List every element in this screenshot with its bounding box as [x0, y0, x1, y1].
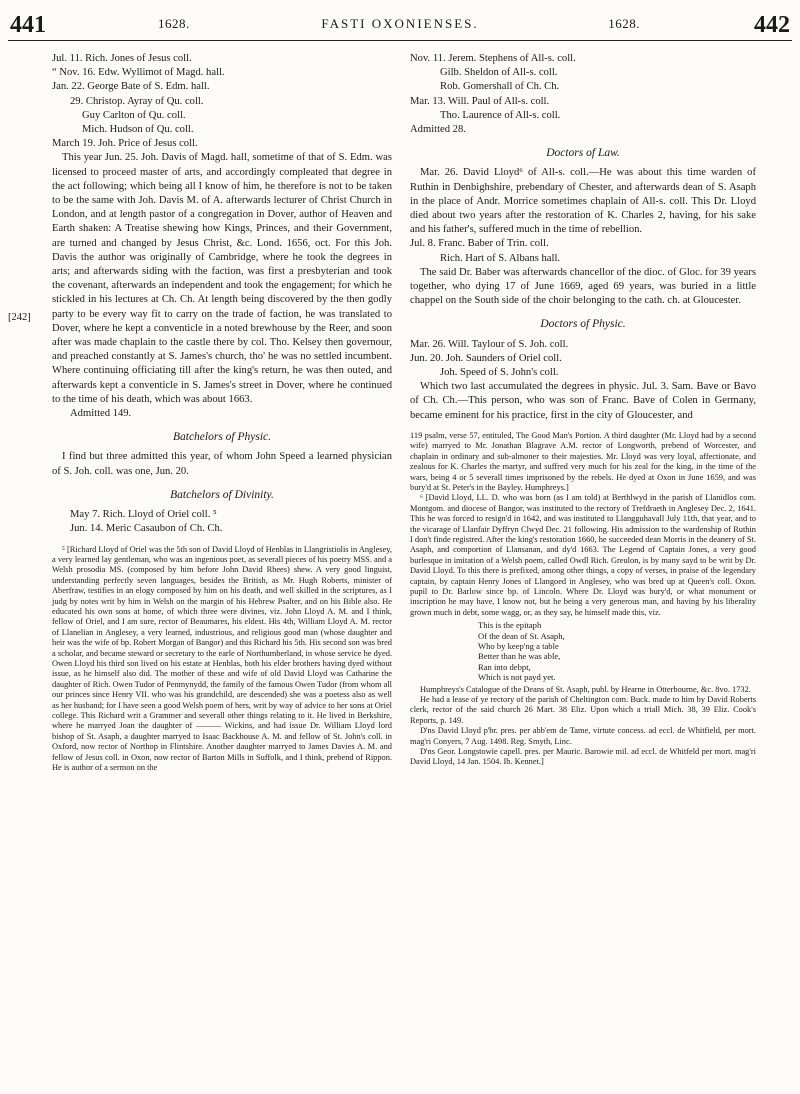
entry-line: Gilb. Sheldon of All-s. coll. [440, 67, 558, 79]
margin-page-reference: [242] [8, 312, 31, 323]
davis-paragraph: This year Jun. 25. Joh. Davis of Magd. hall, sometime of that of S. Edm. was licensed to proceed master of arts, and accordingly compleated that degree in the act following; which being all I know of him, he therefore is not to be taken to be the same with Joh. Davis M. of A. afterwards lecturer of Christ Church in London, and at length pastor of a congregation in Dover, author of Heaven and Earth shaken: A Treatise shewing how Kings, Princes, and their Government, are turned and changed by Jesus Christ, &c. Lond. 1656, oct. For this Joh. Davis the author was originally of Cambridge, where he took the degrees in arts; and afterwards siding with the faction, was first a presbyterian and took the covenant, afterwards an independent and took the engagement; for which he stickled in his lectures at Ch. Ch. At length being discovered by the then godly party to be every way fit to carry on the trade of faction, he was translated to Dover, where he kept a conventicle in a noted brewhouse by the Reer, and soon after was made chaplain to the castle there by col. Tho. Kelsey then governour, and preached constantly at S. James's church, tho' he was no settled incumbent. Where continuing officiating till after the king's return, he was then outed, and afterwards kept a conventicle in S. James's street in Dover, where he continued to the time of his death, which was about 1663. [52, 152, 392, 405]
entry-line: Jan. 22. George Bate of S. Edm. hall. [52, 81, 210, 93]
admitted-count: Admitted 28. [410, 124, 466, 136]
entry-line: Jun. 20. Joh. Saunders of Oriel coll. [410, 352, 562, 364]
entry-line: Jun. 14. Meric Casaubon of Ch. Ch. [70, 523, 223, 535]
entry-line: May 7. Rich. Lloyd of Oriel coll. ⁵ [70, 509, 217, 521]
entry-line: Tho. Laurence of All-s. coll. [440, 109, 561, 121]
entry-line: Guy Carlton of Qu. coll. [82, 109, 186, 121]
epitaph-line: Of the dean of St. Asaph, [478, 630, 565, 641]
lloyd-paragraph: Mar. 26. David Lloyd⁶ of All-s. coll.—He was about this time warden of Ruthin in Denbighshire, prebendary of Chester, and afterwards dean of S. Asaph in the place of Andr. Morrice sometimes chaplain of All-s. coll. This Dr. Lloyd died about two years after the restoration of K. Charles 2, having, for his sake and his father's, suffered much in the time of rebellion. [410, 167, 756, 236]
entry-line: Nov. 11. Jerem. Stephens of All-s. coll. [410, 53, 576, 64]
footnote-6: ⁶ [David Lloyd, LL. D. who was born (as I am told) at Berthlwyd in the parish of Llanidlos com. Montgom. and diocese of Bangor, was instituted to the rectory of Trefdraeth in Anglesey Dec. 2, 1641. This he was forced to resign'd in 1642, and was instituted to Llangguhavall July 11th, that year, and to the vicarage of Llanfair Dyffryn Clwyd Dec. 21 following. His admission to the wardenship of Ruthin I don't finde registred. After the king's restoration 1660, he succeeded dean Morris in the deanery of St. Asaph, and comportion of Llansanan, and dy'd 1663. The Legend of Captain Jones, a very good burlesque in imitation of a Welsh poem, called Owdl Rich. Greulon, is by many sayd to be writ by Dr. David Lloyd. To this there is prefixed, among other things, a copy of verses, in praise of the legendary captain, by captain Henry Jones of Llangoed in Anglesey, who was bred up at Queen's coll. Oxon. pupil to Dr. Barlow since bp. of Lincoln. Where Dr. Lloyd was bury'd, or what monument or inscription he may have, I know not, but he being a very generous man, and having by his liberality grown much in debt, some wagg, or, as they say, he himself made this, viz. [410, 493, 756, 617]
right-page-number: 442 [754, 12, 790, 38]
entry-line: March 19. Joh. Price of Jesus coll. [52, 138, 198, 150]
epitaph-line: Better than he was able, [478, 651, 561, 662]
entry-line: Joh. Speed of S. John's coll. [440, 367, 559, 379]
section-heading-batchelors-divinity: Batchelors of Divinity. [170, 488, 274, 501]
footnote-citation: D'ns Geor. Longstowie capell. pres. per Mauric. Barowie mil. ad eccl. de Whitfeld per mort. mag'ri David Lloyd, 14 Jan. 1504. Ib. Kennet.] [410, 747, 756, 767]
entry-line: Jul. 11. Rich. Jones of Jesus coll. [52, 53, 192, 64]
epitaph-line: Who by keep'ng a table [478, 641, 559, 651]
entry-line: “ Nov. 16. Edw. Wyllimot of Magd. hall. [52, 67, 225, 79]
section-heading-doctors-physic: Doctors of Physic. [540, 318, 626, 331]
right-year: 1628. [608, 16, 640, 31]
footnote-continuation: 119 psalm, verse 57, entituled, The Good Man's Portion. A third daughter (Mr. Lloyd had by a second wife) marryed to Mr. Jonathan Blagrave A.M. rector of Longworth, prebend of Worcester, and chaplain in ordinary and sub-almoner to their majesties. Mr. Lloyd was very loyal, affectionate, and zealous for K. Charles the martyr, and suffred very much for his zeal for the king, in the time of the wars, being 4 or 5 severall times imprisoned by the rebels. He dyed at Oxon in June 1659, and was bury'd at St. Peter's in the Bayley. Humphreys.] [410, 430, 756, 492]
footnote-5: ⁵ [Richard Lloyd of Oriel was the 5th son of David Lloyd of Henblas in Llangristiolis in Anglesey, a very learned lay gentleman, who was an ingenious poet, as severall pieces of his poetry MSS. and a Welsh prosodia MS. (composed by him before John David Rhees) shew. A very good linguist, understanding perfectly seven languages, besides the British, as Mr. Hugh Roberts, minister of Aberfraw, testifies in an elogy composed by him on his death, and well skilled in the scriptures, as I judg by notes writ by him in Welsh on the margin of his Hebrew Psalter, and on his Bible also. He educated his own sons at home, of which three were divines, viz. John Lloyd A. M. and I think, fellow of Oriel, and I am sure, rector of Beaumares, his eldest. His 4th, William Lloyd A. M. rector of Llanelian in Anglesey, a very learned, industrious, and religious good man (whose daughter and heir was the wife of bp. Robert Morgan of Bangor) and this Richard his 5th. His second son was bred a scholar, and became steward or secretary to the earle of Northumberland, in whose service he dyed. Owen Lloyd his third son lived on his estate at Henblas, both his elder brothers having dyed without issue, as he himself also did. The mother of these and wife of old David Lloyd was Catharine the daughter of Rich. Owen Tudor of Penmynydd, the family of the famous Owen Tudor (from whom all our princes since Henry VII. who was his grandchild, are descended) she was a poetess also as well as her husband; for I have seen a good Welsh poem of hers, writ by way of advice to her sons at Oriel college. This Richard writ a Grammer and severall other things relating to it. He lived in Berkshire, where he marryed Joan the daughter of ——— Wickins, and had issue Dr. William Lloyd lord bishop of St. Asaph, a daughter marryed to Isaac Backhouse A. M. and fellow of St. John's coll. in Oxford, now rector of Northop in Flintshire. Another daughter marryed to James Davies A. M. and fellow of Jesus coll. in Oxon, now rector of Barton Mills in Suffolk, and I think, prebend of Rippon. He is author of a sermon on the [52, 544, 392, 773]
footnotes-left [52, 545, 392, 774]
entry-line: Jul. 8. Franc. Baber of Trin. coll. [410, 238, 549, 250]
entry-line: Rob. Gomershall of Ch. Ch. [440, 81, 560, 93]
left-column [52, 52, 392, 773]
section-heading-doctors-law: Doctors of Law. [546, 147, 620, 160]
epitaph-verse [410, 620, 756, 682]
footnote-citation: D'ns David Lloyd p'br. pres. per abb'em de Tame, virtute concess. ad eccl. de Whitfield, per mort. mag'ri Conyers, 7 Aug. 1498. Reg. Smyth, Linc. [410, 726, 756, 746]
running-head [8, 10, 792, 41]
entry-line: Rich. Hart of S. Albans hall. [440, 252, 561, 264]
batchelors-physic-text: I find but three admitted this year, of whom John Speed a learned physician of S. Joh. coll. was one, Jun. 20. [52, 451, 392, 477]
running-title: FASTI OXONIENSES. [321, 16, 479, 31]
entry-line: Mich. Hudson of Qu. coll. [82, 124, 194, 136]
footnotes-right [410, 431, 756, 768]
footnote-citation: Humphreys's Catalogue of the Deans of St. Asaph, publ. by Hearne in Otterbourne, &c. 8vo. 1732. [420, 684, 751, 694]
left-year: 1628. [158, 16, 190, 31]
bave-paragraph: Which two last accumulated the degrees in physic. Jul. 3. Sam. Bave or Bavo of Ch. Ch.—This person, who was son of Franc. Bave of Colen in Germany, became eminent for his practice, first in the city of Gloucester, and [410, 381, 756, 421]
entry-line: Mar. 26. Will. Taylour of S. Joh. coll. [410, 338, 569, 350]
admitted-count: Admitted 149. [70, 408, 132, 420]
epitaph-line: This is the epitaph [478, 620, 542, 631]
entry-line: 29. Christop. Ayray of Qu. coll. [70, 95, 204, 107]
epitaph-line: Ran into debpt, [478, 661, 531, 672]
left-page-number: 441 [10, 12, 46, 38]
footnote-citation: He had a lease of ye rectory of the parish of Cheltington com. Buck. made to him by David Roberts clerk, rector of the said church 26 Mart. 38 Eliz. Upon which a triall Mich. 38, 39 Eliz. Cook's Reports, p. 149. [410, 695, 756, 725]
epitaph-line: Which is not payd yet. [478, 672, 556, 683]
entry-line: Mar. 13. Will. Paul of All-s. coll. [410, 95, 550, 107]
right-column [410, 52, 756, 768]
section-heading-batchelors-physic: Batchelors of Physic. [172, 431, 272, 444]
baber-paragraph: The said Dr. Baber was afterwards chancellor of the dioc. of Gloc. for 39 years together, who dying 17 of June 1669, aged 69 years, was buried in a little chappel on the South side of the choir belonging to the cath. ch. at Gloucester. [410, 266, 756, 307]
